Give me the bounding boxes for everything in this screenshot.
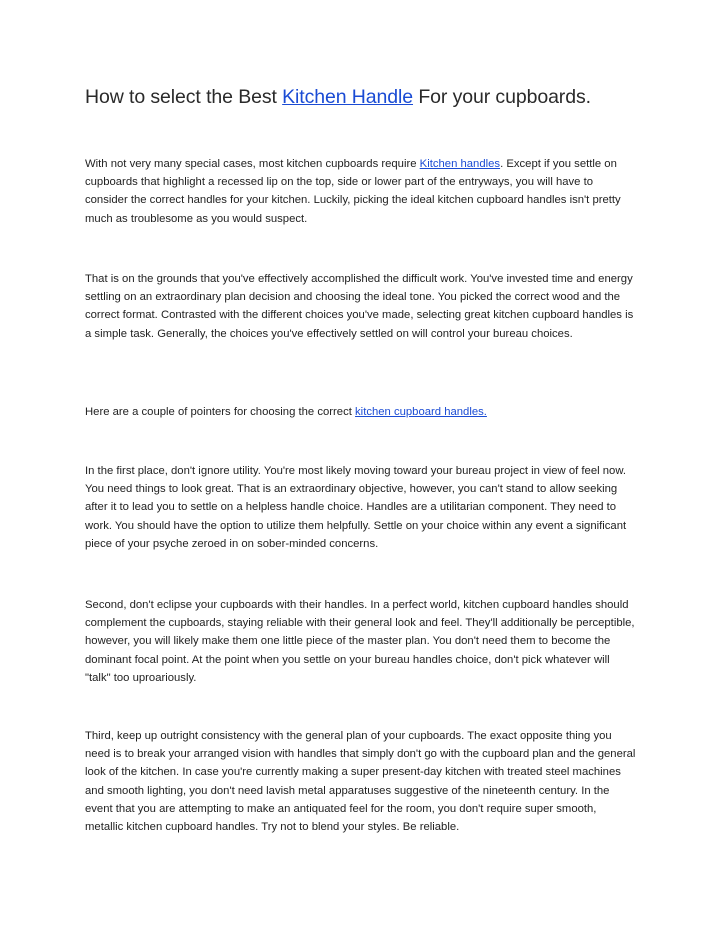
title-text-after: For your cupboards. — [413, 86, 591, 108]
paragraph-text: Here are a couple of pointers for choosing the correct — [85, 406, 356, 418]
kitchen-handles-link[interactable]: Kitchen handles — [419, 158, 501, 170]
paragraph-consistency: Third, keep up outright consistency with the general plan of your cupboards. The exact opposite thing you need is to break your arranged vision with handles that simply don't go with the cupboard plan and the general look of the kitchen. In case you're currently making a super present-day kitchen with treated steel machines and smooth lighting, you don't need lavish metal apparatuses suggestive of the nineteenth century. In the event that you are attempting to make an antiquated feel for the room, you don't require super smooth, metallic kitchen cupboard handles. Try not to blend your styles. Be reliable. — [85, 730, 636, 834]
paragraph-eclipse: Second, don't eclipse your cupboards with their handles. In a perfect world, kitchen cupboard handles should complement the cupboards, staying reliable with their general look and feel. They'll additionally be perceptible, however, you will likely make them one little piece of the master plan. You don't need them to become the dominant focal point. At the point when you settle on your bureau handles choice, don't pick whatever will "talk" too uproariously. — [85, 599, 635, 684]
kitchen-cupboard-handles-link[interactable]: kitchen cupboard handles. — [355, 406, 487, 418]
paragraph-text: . Except if you settle on cupboards that highlight a recessed lip on the top, side or lower part of the entryways, you will have to consider the correct handles for your kitchen. Luckily, picking the ideal kitchen cupboard handles isn't pretty much as troublesome as you would suspect. — [85, 158, 621, 225]
page-title — [85, 86, 591, 109]
paragraph-intro — [85, 155, 637, 228]
paragraph-groundwork: That is on the grounds that you've effectively accomplished the difficult work. You've invested time and energy settling on an extraordinary plan decision and choosing the ideal tone. You picked the correct wood and the correct format. Contrasted with the different choices you've made, selecting great kitchen cupboard handles is a simple task. Generally, the choices you've effectively settled on will control your bureau choices. — [85, 273, 634, 340]
paragraph-pointers — [85, 403, 637, 421]
title-text-before: How to select the Best — [85, 86, 283, 108]
paragraph-text: With not very many special cases, most kitchen cupboards require — [85, 158, 420, 170]
paragraph-utility: In the first place, don't ignore utility. You're most likely moving toward your bureau project in view of feel now. You need things to look great. That is an extraordinary objective, however, you can't stand to allow seeking after it to lead you to settle on a helpless handle choice. Handles are a utilitarian component. They need to work. You should have the option to utilize them helpfully. Settle on your choice within any event a significant piece of your psyche zeroed in on sober-minded concerns. — [85, 465, 627, 550]
kitchen-handle-link[interactable]: Kitchen Handle — [282, 86, 413, 108]
